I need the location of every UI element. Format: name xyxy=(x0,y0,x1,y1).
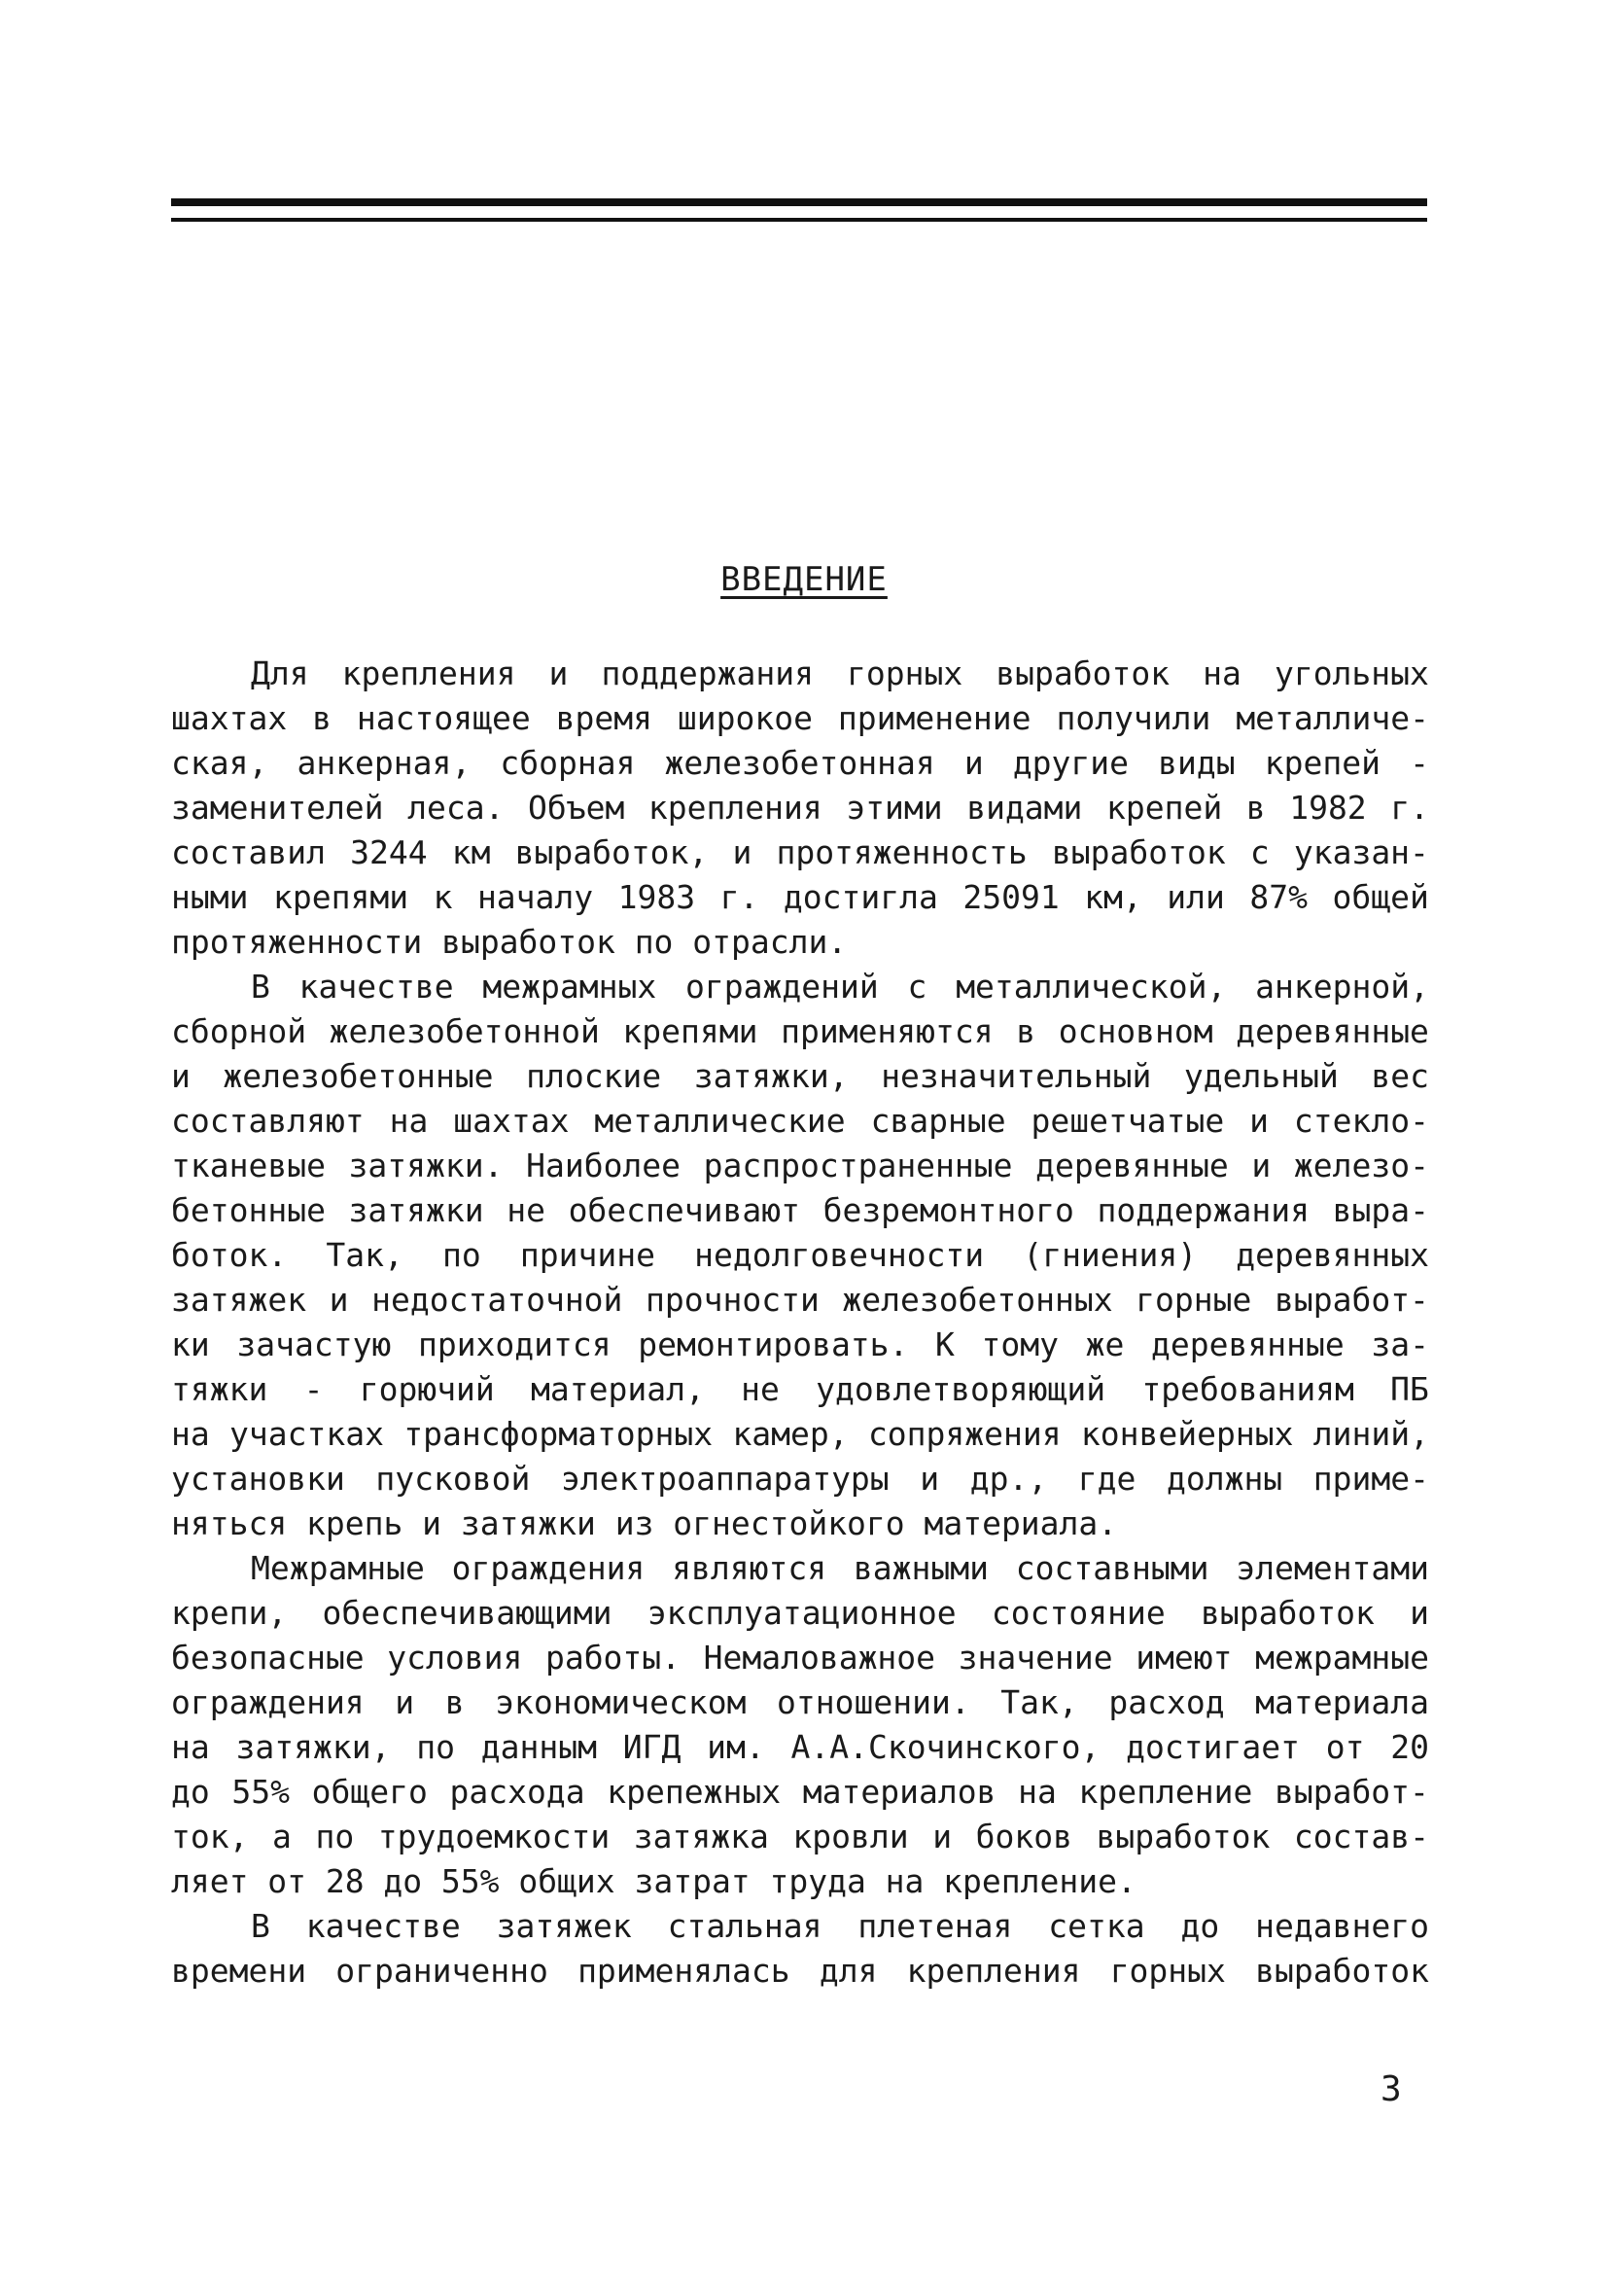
text-line: ская, анкерная, сборная железобетонная и другие виды крепей - xyxy=(171,744,1429,782)
text-line: на затяжки, по данным ИГД им. А.А.Скочинского, достигает от 20 xyxy=(171,1728,1429,1766)
body-text xyxy=(171,652,1429,1994)
text-line: тяжки - горючий материал, не удовлетворяющий требованиям ПБ xyxy=(171,1370,1429,1408)
text-line: сборной железобетонной крепями применяются в основном деревянные xyxy=(171,1012,1429,1050)
text-line: В качестве межрамных ограждений с металлической, анкерной, xyxy=(251,968,1429,1006)
text-line: В качестве затяжек стальная плетеная сетка до недавнего xyxy=(251,1907,1429,1945)
section-heading: ВВЕДЕНИЕ xyxy=(720,560,888,599)
text-line: и железобетонные плоские затяжки, незначительный удельный вес xyxy=(171,1057,1429,1095)
top-rule-thin xyxy=(171,218,1427,222)
text-line: ляет от 28 до 55% общих затрат труда на крепление. xyxy=(171,1862,1136,1900)
text-line: Межрамные ограждения являются важными составными элементами xyxy=(251,1549,1429,1587)
text-line: Для крепления и поддержания горных выработок на угольных xyxy=(251,654,1429,692)
text-line: крепи, обеспечивающими эксплуатационное состояние выработок и xyxy=(171,1594,1429,1632)
text-line: на участках трансформаторных камер, сопряжения конвейерных линий, xyxy=(171,1415,1429,1453)
text-line: затяжек и недостаточной прочности железобетонных горные выработ- xyxy=(171,1281,1429,1319)
text-line: заменителей леса. Объем крепления этими видами крепей в 1982 г. xyxy=(171,789,1429,827)
text-line: боток. Так, по причине недолговечности (гниения) деревянных xyxy=(171,1236,1429,1274)
text-line: установки пусковой электроаппаратуры и др., где должны приме- xyxy=(171,1460,1429,1498)
text-line: ки зачастую приходится ремонтировать. К тому же деревянные за- xyxy=(171,1325,1429,1363)
text-line: няться крепь и затяжки из огнестойкого материала. xyxy=(171,1504,1118,1542)
text-line: шахтах в настоящее время широкое применение получили металличе- xyxy=(171,699,1429,737)
text-line: ными крепями к началу 1983 г. достигла 25091 км, или 87% общей xyxy=(171,878,1429,916)
top-rule-thick xyxy=(171,198,1427,206)
text-line: тканевые затяжки. Наиболее распространенные деревянные и железо- xyxy=(171,1147,1429,1184)
text-line: ток, а по трудоемкости затяжка кровли и боков выработок состав- xyxy=(171,1818,1429,1855)
text-line: бетонные затяжки не обеспечивают безремонтного поддержания выра- xyxy=(171,1191,1429,1229)
text-line: ограждения и в экономическом отношении. Так, расход материала xyxy=(171,1683,1429,1721)
text-line: составил 3244 км выработок, и протяженность выработок с указан- xyxy=(171,833,1429,871)
text-line: составляют на шахтах металлические сварные решетчатые и стекло- xyxy=(171,1102,1429,1140)
text-line: протяженности выработок по отрасли. xyxy=(171,923,848,961)
text-line: безопасные условия работы. Немаловажное значение имеют межрамные xyxy=(171,1639,1429,1677)
page-number: 3 xyxy=(1381,2069,1402,2109)
text-line: до 55% общего расхода крепежных материалов на крепление выработ- xyxy=(171,1773,1429,1811)
text-line: времени ограниченно применялась для крепления горных выработок xyxy=(171,1952,1429,1990)
